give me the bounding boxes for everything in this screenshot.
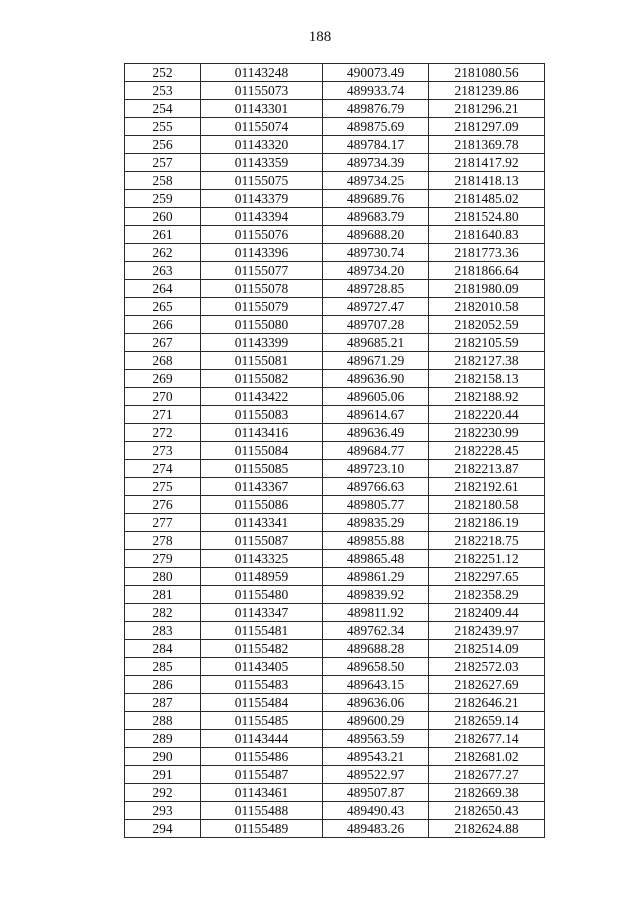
x-coordinate-cell: 489605.06 bbox=[323, 388, 429, 406]
y-coordinate-cell: 2181080.56 bbox=[429, 64, 545, 82]
point-id-cell: 01155482 bbox=[201, 640, 323, 658]
point-number-cell: 265 bbox=[125, 298, 201, 316]
y-coordinate-cell: 2182127.38 bbox=[429, 352, 545, 370]
table-row bbox=[125, 712, 545, 730]
x-coordinate-cell: 489855.88 bbox=[323, 532, 429, 550]
point-id-cell: 01143367 bbox=[201, 478, 323, 496]
y-coordinate-cell: 2182677.14 bbox=[429, 730, 545, 748]
x-coordinate-cell: 489522.97 bbox=[323, 766, 429, 784]
x-coordinate-cell: 489730.74 bbox=[323, 244, 429, 262]
point-id-cell: 01155483 bbox=[201, 676, 323, 694]
coordinates-table bbox=[124, 63, 545, 838]
table-row bbox=[125, 280, 545, 298]
point-number-cell: 290 bbox=[125, 748, 201, 766]
point-id-cell: 01155485 bbox=[201, 712, 323, 730]
point-id-cell: 01155078 bbox=[201, 280, 323, 298]
table-row bbox=[125, 208, 545, 226]
x-coordinate-cell: 489636.06 bbox=[323, 694, 429, 712]
point-number-cell: 263 bbox=[125, 262, 201, 280]
y-coordinate-cell: 2182514.09 bbox=[429, 640, 545, 658]
table-row bbox=[125, 460, 545, 478]
x-coordinate-cell: 489490.43 bbox=[323, 802, 429, 820]
point-number-cell: 272 bbox=[125, 424, 201, 442]
point-number-cell: 282 bbox=[125, 604, 201, 622]
page-number: 188 bbox=[308, 29, 332, 45]
table-row bbox=[125, 586, 545, 604]
x-coordinate-cell: 489734.39 bbox=[323, 154, 429, 172]
point-number-cell: 269 bbox=[125, 370, 201, 388]
point-id-cell: 01155084 bbox=[201, 442, 323, 460]
x-coordinate-cell: 489835.29 bbox=[323, 514, 429, 532]
point-id-cell: 01143461 bbox=[201, 784, 323, 802]
point-number-cell: 289 bbox=[125, 730, 201, 748]
point-number-cell: 294 bbox=[125, 820, 201, 838]
table-row bbox=[125, 550, 545, 568]
table-row bbox=[125, 388, 545, 406]
point-id-cell: 01155486 bbox=[201, 748, 323, 766]
x-coordinate-cell: 489876.79 bbox=[323, 100, 429, 118]
point-id-cell: 01155086 bbox=[201, 496, 323, 514]
x-coordinate-cell: 489723.10 bbox=[323, 460, 429, 478]
table-row bbox=[125, 262, 545, 280]
x-coordinate-cell: 489671.29 bbox=[323, 352, 429, 370]
y-coordinate-cell: 2182158.13 bbox=[429, 370, 545, 388]
y-coordinate-cell: 2181866.64 bbox=[429, 262, 545, 280]
point-id-cell: 01143341 bbox=[201, 514, 323, 532]
x-coordinate-cell: 489688.28 bbox=[323, 640, 429, 658]
point-id-cell: 01155085 bbox=[201, 460, 323, 478]
table-row bbox=[125, 784, 545, 802]
point-id-cell: 01155079 bbox=[201, 298, 323, 316]
y-coordinate-cell: 2182572.03 bbox=[429, 658, 545, 676]
point-number-cell: 259 bbox=[125, 190, 201, 208]
y-coordinate-cell: 2181773.36 bbox=[429, 244, 545, 262]
point-id-cell: 01155083 bbox=[201, 406, 323, 424]
point-number-cell: 293 bbox=[125, 802, 201, 820]
point-id-cell: 01148959 bbox=[201, 568, 323, 586]
x-coordinate-cell: 489766.63 bbox=[323, 478, 429, 496]
y-coordinate-cell: 2182218.75 bbox=[429, 532, 545, 550]
y-coordinate-cell: 2182409.44 bbox=[429, 604, 545, 622]
y-coordinate-cell: 2182669.38 bbox=[429, 784, 545, 802]
table-row bbox=[125, 370, 545, 388]
x-coordinate-cell: 489865.48 bbox=[323, 550, 429, 568]
point-number-cell: 257 bbox=[125, 154, 201, 172]
point-number-cell: 288 bbox=[125, 712, 201, 730]
table-row bbox=[125, 748, 545, 766]
point-number-cell: 281 bbox=[125, 586, 201, 604]
point-id-cell: 01155077 bbox=[201, 262, 323, 280]
x-coordinate-cell: 489805.77 bbox=[323, 496, 429, 514]
x-coordinate-cell: 489839.92 bbox=[323, 586, 429, 604]
point-id-cell: 01143394 bbox=[201, 208, 323, 226]
point-id-cell: 01155484 bbox=[201, 694, 323, 712]
point-id-cell: 01155087 bbox=[201, 532, 323, 550]
table-row bbox=[125, 244, 545, 262]
y-coordinate-cell: 2182358.29 bbox=[429, 586, 545, 604]
x-coordinate-cell: 489684.77 bbox=[323, 442, 429, 460]
x-coordinate-cell: 489643.15 bbox=[323, 676, 429, 694]
table-row bbox=[125, 640, 545, 658]
y-coordinate-cell: 2182186.19 bbox=[429, 514, 545, 532]
point-number-cell: 252 bbox=[125, 64, 201, 82]
table-row bbox=[125, 298, 545, 316]
point-id-cell: 01143379 bbox=[201, 190, 323, 208]
x-coordinate-cell: 489658.50 bbox=[323, 658, 429, 676]
table-row bbox=[125, 802, 545, 820]
table-row bbox=[125, 676, 545, 694]
point-number-cell: 273 bbox=[125, 442, 201, 460]
point-id-cell: 01155073 bbox=[201, 82, 323, 100]
y-coordinate-cell: 2182677.27 bbox=[429, 766, 545, 784]
point-number-cell: 256 bbox=[125, 136, 201, 154]
table-row bbox=[125, 334, 545, 352]
point-number-cell: 255 bbox=[125, 118, 201, 136]
table-row bbox=[125, 352, 545, 370]
point-id-cell: 01143396 bbox=[201, 244, 323, 262]
x-coordinate-cell: 489688.20 bbox=[323, 226, 429, 244]
y-coordinate-cell: 2182646.21 bbox=[429, 694, 545, 712]
table-row bbox=[125, 496, 545, 514]
y-coordinate-cell: 2181980.09 bbox=[429, 280, 545, 298]
table-row bbox=[125, 694, 545, 712]
table-row bbox=[125, 136, 545, 154]
point-id-cell: 01143248 bbox=[201, 64, 323, 82]
x-coordinate-cell: 489728.85 bbox=[323, 280, 429, 298]
table-row bbox=[125, 64, 545, 82]
table-row bbox=[125, 442, 545, 460]
y-coordinate-cell: 2182251.12 bbox=[429, 550, 545, 568]
point-number-cell: 283 bbox=[125, 622, 201, 640]
table-row bbox=[125, 478, 545, 496]
point-number-cell: 268 bbox=[125, 352, 201, 370]
table-row bbox=[125, 190, 545, 208]
x-coordinate-cell: 489734.20 bbox=[323, 262, 429, 280]
point-number-cell: 286 bbox=[125, 676, 201, 694]
point-id-cell: 01143405 bbox=[201, 658, 323, 676]
point-number-cell: 267 bbox=[125, 334, 201, 352]
y-coordinate-cell: 2182681.02 bbox=[429, 748, 545, 766]
x-coordinate-cell: 489563.59 bbox=[323, 730, 429, 748]
y-coordinate-cell: 2182627.69 bbox=[429, 676, 545, 694]
x-coordinate-cell: 490073.49 bbox=[323, 64, 429, 82]
point-id-cell: 01143422 bbox=[201, 388, 323, 406]
point-id-cell: 01155480 bbox=[201, 586, 323, 604]
table-row bbox=[125, 514, 545, 532]
point-id-cell: 01155080 bbox=[201, 316, 323, 334]
y-coordinate-cell: 2182650.43 bbox=[429, 802, 545, 820]
point-number-cell: 253 bbox=[125, 82, 201, 100]
table-row bbox=[125, 568, 545, 586]
table-row bbox=[125, 532, 545, 550]
x-coordinate-cell: 489685.21 bbox=[323, 334, 429, 352]
x-coordinate-cell: 489727.47 bbox=[323, 298, 429, 316]
table-row bbox=[125, 604, 545, 622]
x-coordinate-cell: 489784.17 bbox=[323, 136, 429, 154]
y-coordinate-cell: 2182439.97 bbox=[429, 622, 545, 640]
point-id-cell: 01155481 bbox=[201, 622, 323, 640]
point-id-cell: 01155489 bbox=[201, 820, 323, 838]
y-coordinate-cell: 2181640.83 bbox=[429, 226, 545, 244]
y-coordinate-cell: 2182297.65 bbox=[429, 568, 545, 586]
point-id-cell: 01143320 bbox=[201, 136, 323, 154]
table-row bbox=[125, 658, 545, 676]
y-coordinate-cell: 2182624.88 bbox=[429, 820, 545, 838]
y-coordinate-cell: 2182105.59 bbox=[429, 334, 545, 352]
y-coordinate-cell: 2181239.86 bbox=[429, 82, 545, 100]
point-id-cell: 01143325 bbox=[201, 550, 323, 568]
point-id-cell: 01143359 bbox=[201, 154, 323, 172]
point-number-cell: 266 bbox=[125, 316, 201, 334]
x-coordinate-cell: 489507.87 bbox=[323, 784, 429, 802]
x-coordinate-cell: 489636.49 bbox=[323, 424, 429, 442]
point-number-cell: 276 bbox=[125, 496, 201, 514]
x-coordinate-cell: 489933.74 bbox=[323, 82, 429, 100]
point-id-cell: 01155074 bbox=[201, 118, 323, 136]
x-coordinate-cell: 489707.28 bbox=[323, 316, 429, 334]
point-id-cell: 01143399 bbox=[201, 334, 323, 352]
table-row bbox=[125, 154, 545, 172]
point-id-cell: 01143301 bbox=[201, 100, 323, 118]
y-coordinate-cell: 2182010.58 bbox=[429, 298, 545, 316]
y-coordinate-cell: 2182213.87 bbox=[429, 460, 545, 478]
point-number-cell: 292 bbox=[125, 784, 201, 802]
x-coordinate-cell: 489811.92 bbox=[323, 604, 429, 622]
point-id-cell: 01143416 bbox=[201, 424, 323, 442]
point-number-cell: 274 bbox=[125, 460, 201, 478]
point-number-cell: 278 bbox=[125, 532, 201, 550]
point-number-cell: 291 bbox=[125, 766, 201, 784]
y-coordinate-cell: 2181297.09 bbox=[429, 118, 545, 136]
point-number-cell: 280 bbox=[125, 568, 201, 586]
point-number-cell: 264 bbox=[125, 280, 201, 298]
point-number-cell: 258 bbox=[125, 172, 201, 190]
table-row bbox=[125, 100, 545, 118]
point-id-cell: 01155076 bbox=[201, 226, 323, 244]
table-body bbox=[125, 64, 545, 838]
point-number-cell: 262 bbox=[125, 244, 201, 262]
x-coordinate-cell: 489636.90 bbox=[323, 370, 429, 388]
x-coordinate-cell: 489875.69 bbox=[323, 118, 429, 136]
y-coordinate-cell: 2182052.59 bbox=[429, 316, 545, 334]
y-coordinate-cell: 2181485.02 bbox=[429, 190, 545, 208]
point-id-cell: 01155488 bbox=[201, 802, 323, 820]
point-id-cell: 01143347 bbox=[201, 604, 323, 622]
x-coordinate-cell: 489543.21 bbox=[323, 748, 429, 766]
point-id-cell: 01155082 bbox=[201, 370, 323, 388]
point-number-cell: 261 bbox=[125, 226, 201, 244]
table-row bbox=[125, 424, 545, 442]
y-coordinate-cell: 2181296.21 bbox=[429, 100, 545, 118]
y-coordinate-cell: 2182220.44 bbox=[429, 406, 545, 424]
table-row bbox=[125, 406, 545, 424]
x-coordinate-cell: 489483.26 bbox=[323, 820, 429, 838]
x-coordinate-cell: 489683.79 bbox=[323, 208, 429, 226]
table-row bbox=[125, 730, 545, 748]
point-id-cell: 01155487 bbox=[201, 766, 323, 784]
point-number-cell: 260 bbox=[125, 208, 201, 226]
point-number-cell: 275 bbox=[125, 478, 201, 496]
table-row bbox=[125, 820, 545, 838]
y-coordinate-cell: 2182192.61 bbox=[429, 478, 545, 496]
point-number-cell: 284 bbox=[125, 640, 201, 658]
y-coordinate-cell: 2182230.99 bbox=[429, 424, 545, 442]
y-coordinate-cell: 2182188.92 bbox=[429, 388, 545, 406]
y-coordinate-cell: 2182659.14 bbox=[429, 712, 545, 730]
table-row bbox=[125, 118, 545, 136]
point-number-cell: 271 bbox=[125, 406, 201, 424]
y-coordinate-cell: 2181418.13 bbox=[429, 172, 545, 190]
y-coordinate-cell: 2182228.45 bbox=[429, 442, 545, 460]
y-coordinate-cell: 2181417.92 bbox=[429, 154, 545, 172]
table-row bbox=[125, 172, 545, 190]
point-number-cell: 285 bbox=[125, 658, 201, 676]
point-number-cell: 270 bbox=[125, 388, 201, 406]
table-row bbox=[125, 316, 545, 334]
y-coordinate-cell: 2181369.78 bbox=[429, 136, 545, 154]
table-row bbox=[125, 82, 545, 100]
x-coordinate-cell: 489734.25 bbox=[323, 172, 429, 190]
table-row bbox=[125, 766, 545, 784]
point-number-cell: 287 bbox=[125, 694, 201, 712]
point-number-cell: 277 bbox=[125, 514, 201, 532]
point-id-cell: 01143444 bbox=[201, 730, 323, 748]
x-coordinate-cell: 489861.29 bbox=[323, 568, 429, 586]
y-coordinate-cell: 2182180.58 bbox=[429, 496, 545, 514]
table-row bbox=[125, 622, 545, 640]
point-number-cell: 254 bbox=[125, 100, 201, 118]
y-coordinate-cell: 2181524.80 bbox=[429, 208, 545, 226]
x-coordinate-cell: 489689.76 bbox=[323, 190, 429, 208]
x-coordinate-cell: 489600.29 bbox=[323, 712, 429, 730]
x-coordinate-cell: 489614.67 bbox=[323, 406, 429, 424]
point-number-cell: 279 bbox=[125, 550, 201, 568]
point-id-cell: 01155081 bbox=[201, 352, 323, 370]
x-coordinate-cell: 489762.34 bbox=[323, 622, 429, 640]
point-id-cell: 01155075 bbox=[201, 172, 323, 190]
table-row bbox=[125, 226, 545, 244]
